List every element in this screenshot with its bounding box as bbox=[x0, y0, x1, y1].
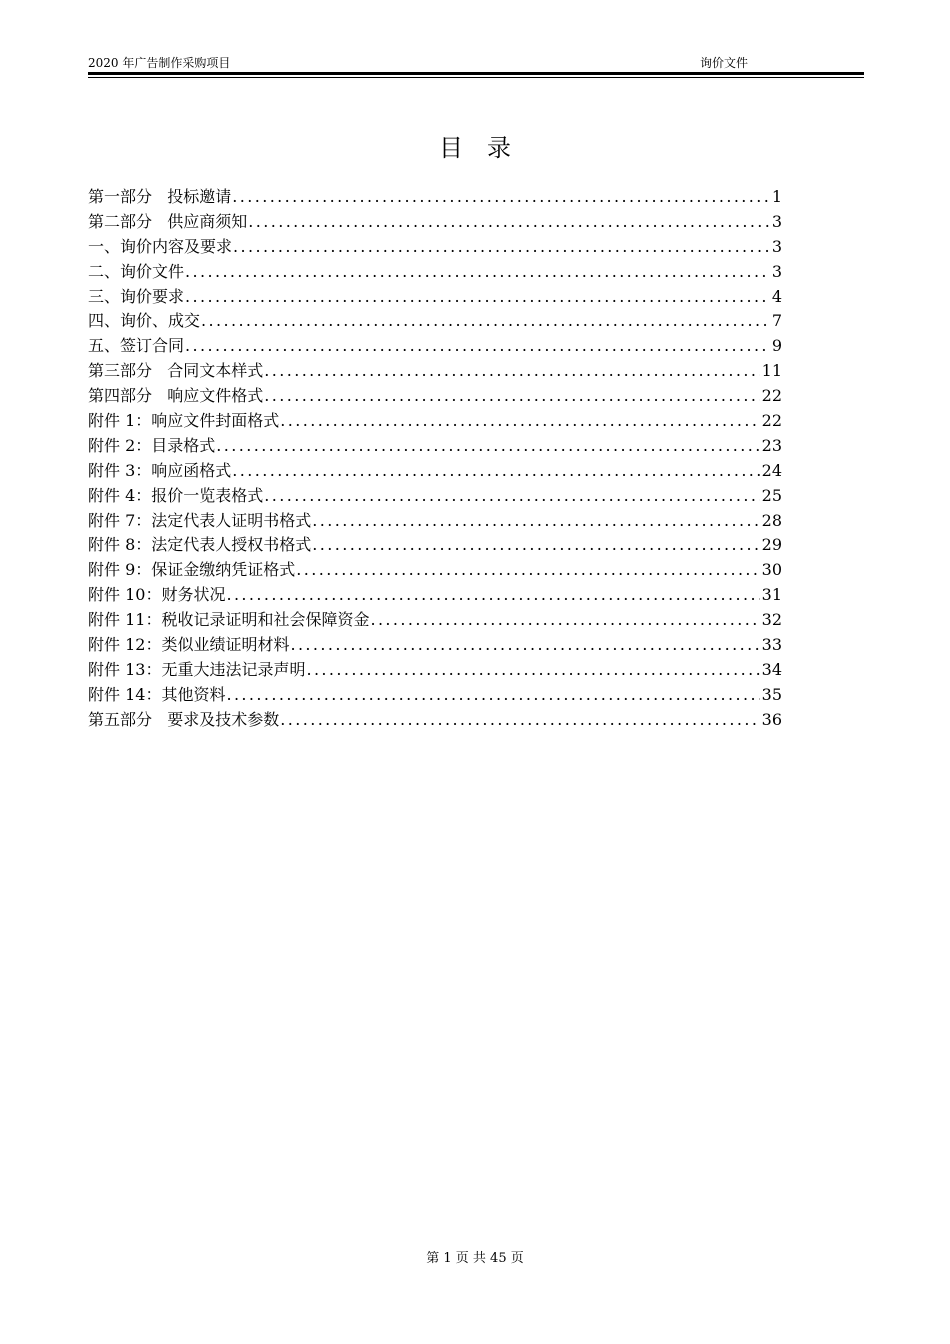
page-number-footer: 第 1 页 共 45 页 bbox=[426, 1251, 524, 1266]
toc-entry-page-number: 23 bbox=[761, 435, 782, 455]
toc-entry[interactable] bbox=[88, 633, 782, 658]
toc-entry[interactable] bbox=[88, 658, 782, 683]
toc-dot-leader bbox=[185, 285, 770, 310]
toc-entry[interactable] bbox=[88, 708, 782, 733]
toc-dot-leader bbox=[216, 434, 759, 459]
toc-dot-leader bbox=[280, 708, 759, 733]
toc-dot-leader bbox=[233, 235, 770, 260]
toc-dot-leader bbox=[232, 459, 759, 484]
toc-entry-page-number: 22 bbox=[761, 386, 782, 406]
toc-entry-page-number: 25 bbox=[761, 485, 782, 505]
toc-entry[interactable] bbox=[88, 185, 782, 210]
toc-entry-title: 附件 4：报价一览表格式 bbox=[88, 485, 264, 505]
toc-entry[interactable] bbox=[88, 235, 782, 260]
toc-entry-title: 附件 10：财务状况 bbox=[88, 585, 226, 605]
toc-dot-leader bbox=[226, 683, 759, 708]
toc-entry[interactable] bbox=[88, 459, 782, 484]
toc-entry-page-number: 11 bbox=[761, 361, 782, 381]
toc-dot-leader bbox=[312, 509, 759, 534]
toc-entry[interactable] bbox=[88, 533, 782, 558]
toc-entry-title: 第五部分 要求及技术参数 bbox=[88, 709, 280, 729]
toc-entry-page-number: 33 bbox=[761, 635, 782, 655]
toc-entry[interactable] bbox=[88, 434, 782, 459]
toc-entry-title: 第四部分 响应文件格式 bbox=[88, 386, 264, 406]
toc-entry[interactable] bbox=[88, 558, 782, 583]
toc-entry-page-number: 4 bbox=[771, 286, 782, 306]
toc-dot-leader bbox=[264, 484, 759, 509]
toc-dot-leader bbox=[370, 608, 759, 633]
toc-entry-page-number: 30 bbox=[761, 560, 782, 580]
toc-entry-title: 附件 8：法定代表人授权书格式 bbox=[88, 535, 312, 555]
toc-entry-page-number: 24 bbox=[761, 460, 782, 480]
toc-entry[interactable] bbox=[88, 384, 782, 409]
toc-entry-page-number: 34 bbox=[761, 659, 782, 679]
toc-dot-leader bbox=[264, 384, 759, 409]
page-header bbox=[88, 54, 864, 72]
toc-entry-title: 第二部分 供应商须知 bbox=[88, 211, 248, 231]
toc-entry-title: 第三部分 合同文本样式 bbox=[88, 361, 264, 381]
toc-dot-leader bbox=[312, 533, 759, 558]
toc-entry-page-number: 3 bbox=[771, 261, 782, 281]
toc-entry-title: 第一部分 投标邀请 bbox=[88, 187, 232, 206]
toc-entry-title: 附件 7：法定代表人证明书格式 bbox=[88, 510, 312, 530]
toc-title: 目录 bbox=[439, 134, 535, 162]
toc-entry-title: 一、询价内容及要求 bbox=[88, 236, 233, 256]
toc-dot-leader bbox=[296, 558, 759, 583]
toc-dot-leader bbox=[226, 583, 759, 608]
toc-entry[interactable] bbox=[88, 260, 782, 285]
toc-entry[interactable] bbox=[88, 509, 782, 534]
toc-entry-page-number: 36 bbox=[761, 709, 782, 729]
header-document-type: 询价文件 bbox=[700, 56, 749, 70]
toc-entry[interactable] bbox=[88, 210, 782, 235]
toc-entry-title: 附件 11：税收记录证明和社会保障资金 bbox=[88, 610, 370, 630]
toc-dot-leader bbox=[185, 334, 770, 359]
toc-entry-title: 五、签订合同 bbox=[88, 336, 185, 356]
toc-entry-page-number: 1 bbox=[771, 187, 782, 206]
toc-entry-title: 附件 1：响应文件封面格式 bbox=[88, 411, 280, 431]
toc-entry-page-number: 9 bbox=[771, 336, 782, 356]
toc-entry-title: 附件 3：响应函格式 bbox=[88, 460, 232, 480]
toc-entry-page-number: 7 bbox=[771, 311, 782, 331]
toc-entry[interactable] bbox=[88, 309, 782, 334]
toc-dot-leader bbox=[280, 409, 759, 434]
toc-entry-title: 四、询价、成交 bbox=[88, 311, 201, 331]
toc-entry[interactable] bbox=[88, 285, 782, 310]
toc-entry-page-number: 32 bbox=[761, 610, 782, 630]
toc-entry-title: 附件 2：目录格式 bbox=[88, 435, 216, 455]
toc-entry-page-number: 28 bbox=[761, 510, 782, 530]
toc-entry[interactable] bbox=[88, 484, 782, 509]
toc-dot-leader bbox=[232, 185, 770, 210]
toc-entry[interactable] bbox=[88, 409, 782, 434]
toc-entry-page-number: 35 bbox=[761, 684, 782, 704]
toc-dot-leader bbox=[306, 658, 759, 683]
toc-entry[interactable] bbox=[88, 334, 782, 359]
toc-dot-leader bbox=[248, 210, 770, 235]
toc-dot-leader bbox=[264, 359, 759, 384]
toc-entry-title: 附件 12：类似业绩证明材料 bbox=[88, 635, 290, 655]
toc-entry-page-number: 22 bbox=[761, 411, 782, 431]
header-rule-thick bbox=[88, 72, 864, 75]
toc-entry-title: 三、询价要求 bbox=[88, 286, 185, 306]
toc-entry[interactable] bbox=[88, 683, 782, 708]
header-project-title: 2020 年广告制作采购项目 bbox=[88, 56, 231, 70]
toc-entry[interactable] bbox=[88, 359, 782, 384]
toc-entry-page-number: 29 bbox=[761, 535, 782, 555]
toc-entry-title: 附件 9：保证金缴纳凭证格式 bbox=[88, 560, 296, 580]
toc-entry[interactable] bbox=[88, 583, 782, 608]
toc-entry-page-number: 31 bbox=[761, 585, 782, 605]
toc-entry-title: 附件 13：无重大违法记录声明 bbox=[88, 659, 306, 679]
toc-entry-page-number: 3 bbox=[771, 236, 782, 256]
toc-entry-page-number: 3 bbox=[771, 211, 782, 231]
toc-entry[interactable] bbox=[88, 608, 782, 633]
toc-dot-leader bbox=[201, 309, 770, 334]
header-rule-thin bbox=[88, 77, 864, 78]
toc-dot-leader bbox=[185, 260, 770, 285]
toc-list bbox=[88, 185, 782, 733]
toc-entry-title: 附件 14：其他资料 bbox=[88, 684, 226, 704]
toc-dot-leader bbox=[290, 633, 759, 658]
toc-entry-title: 二、询价文件 bbox=[88, 261, 185, 281]
